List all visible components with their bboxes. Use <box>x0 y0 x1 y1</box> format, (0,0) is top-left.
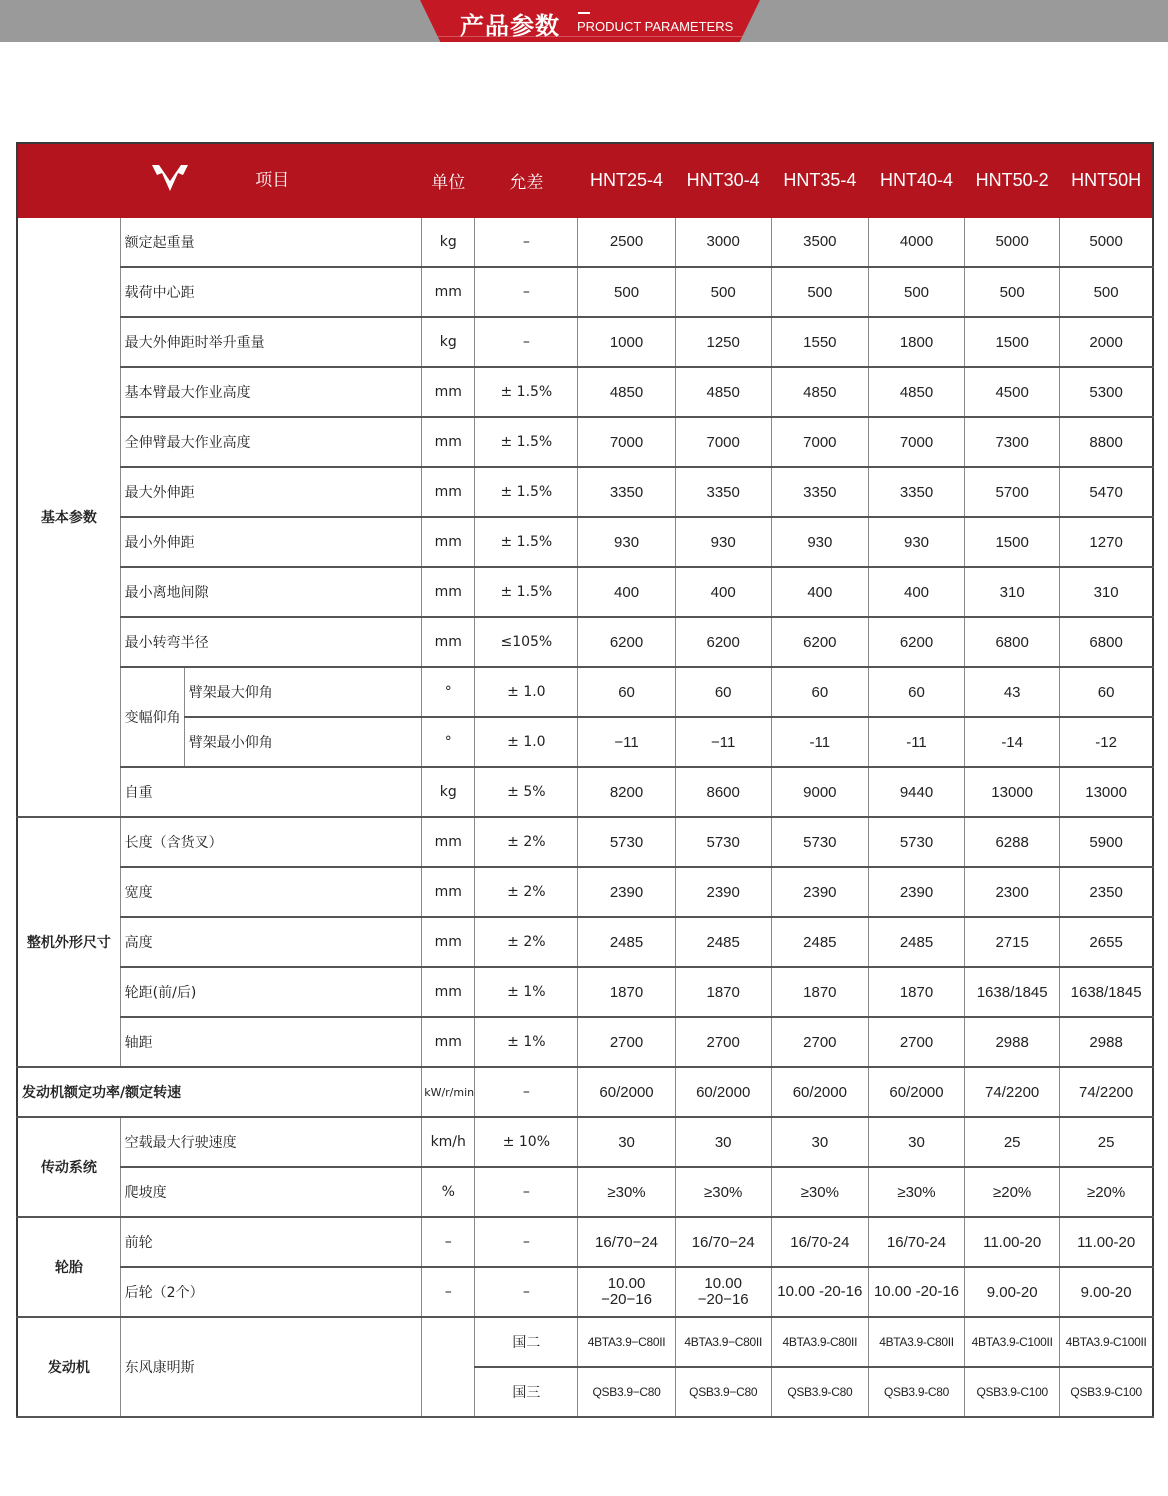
row-value: 7300 <box>965 417 1060 467</box>
row-value: 16/70−24 <box>675 1217 771 1267</box>
row-unit: mm <box>422 467 475 517</box>
row-value: 3350 <box>675 467 771 517</box>
row-value: 2988 <box>965 1017 1060 1067</box>
table-row <box>17 217 1153 267</box>
row-tolerance: – <box>475 267 578 317</box>
row-value: 16/70-24 <box>868 1217 964 1267</box>
row-value: 2700 <box>868 1017 964 1067</box>
header-item: 项目 <box>17 143 422 217</box>
row-unit: – <box>422 1217 475 1267</box>
row-unit: mm <box>422 817 475 867</box>
row-value: 500 <box>1060 267 1153 317</box>
section-basic: 基本参数 <box>17 217 120 817</box>
row-value: 16/70-24 <box>771 1217 868 1267</box>
header-model: HNT40-4 <box>868 143 964 217</box>
row-value: 8800 <box>1060 417 1153 467</box>
row-label: 宽度 <box>120 867 422 917</box>
row-value: 43 <box>965 667 1060 717</box>
row-value: ≥30% <box>578 1167 675 1217</box>
row-value: 4000 <box>868 217 964 267</box>
row-unit: mm <box>422 517 475 567</box>
header-model: HNT50H <box>1060 143 1153 217</box>
row-label: 全伸臂最大作业高度 <box>120 417 422 467</box>
row-value: 30 <box>868 1117 964 1167</box>
row-tolerance: ± 1.5% <box>475 567 578 617</box>
row-label: 发动机额定功率/额定转速 <box>17 1067 422 1117</box>
row-label: 轴距 <box>120 1017 422 1067</box>
row-tolerance: – <box>475 1067 578 1117</box>
row-value: 6200 <box>771 617 868 667</box>
row-label: 载荷中心距 <box>120 267 422 317</box>
row-value: QSB3.9-C80 <box>771 1367 868 1417</box>
row-value: 1870 <box>675 967 771 1017</box>
row-value: 1800 <box>868 317 964 367</box>
table-header-row <box>17 143 1153 217</box>
row-value: 4850 <box>578 367 675 417</box>
row-value: 4850 <box>868 367 964 417</box>
row-value: 1000 <box>578 317 675 367</box>
table-row <box>17 417 1153 467</box>
brand-logo-icon <box>150 161 190 200</box>
header-model: HNT25-4 <box>578 143 675 217</box>
row-tolerance: ± 2% <box>475 867 578 917</box>
table-row <box>17 267 1153 317</box>
page-title: 产品参数 <box>460 12 560 40</box>
row-tolerance: ± 5% <box>475 767 578 817</box>
table-row <box>17 617 1153 667</box>
row-tolerance: ± 1% <box>475 967 578 1017</box>
row-value: 16/70−24 <box>578 1217 675 1267</box>
section-dimensions: 整机外形尺寸 <box>17 817 120 1067</box>
row-tolerance: – <box>475 1217 578 1267</box>
row-tolerance: 国二 <box>475 1317 578 1367</box>
row-unit: % <box>422 1167 475 1217</box>
row-value: 7000 <box>675 417 771 467</box>
row-value: 2485 <box>578 917 675 967</box>
row-value: 7000 <box>868 417 964 467</box>
row-value: 2390 <box>675 867 771 917</box>
row-tolerance: ± 1.0 <box>475 717 578 767</box>
row-label: 最大外伸距 <box>120 467 422 517</box>
row-value: 5300 <box>1060 367 1153 417</box>
table-row <box>17 1317 1153 1367</box>
section-luffing: 变幅仰角 <box>120 667 184 767</box>
row-value: 6200 <box>675 617 771 667</box>
row-value: 3500 <box>771 217 868 267</box>
row-value: 4BTA3.9-C80II <box>868 1317 964 1367</box>
header-model: HNT35-4 <box>771 143 868 217</box>
table-row <box>17 517 1153 567</box>
header-model: HNT30-4 <box>675 143 771 217</box>
row-value: 2715 <box>965 917 1060 967</box>
row-tolerance: – <box>475 1267 578 1317</box>
row-tolerance: ≤105% <box>475 617 578 667</box>
row-value: 500 <box>965 267 1060 317</box>
table-row <box>17 1117 1153 1167</box>
row-label: 自重 <box>120 767 422 817</box>
table-row <box>17 1217 1153 1267</box>
row-value: 30 <box>771 1117 868 1167</box>
row-value: 60 <box>578 667 675 717</box>
row-label: 高度 <box>120 917 422 967</box>
row-value: 2988 <box>1060 1017 1153 1067</box>
row-unit: km/h <box>422 1117 475 1167</box>
row-unit: kg <box>422 767 475 817</box>
row-label: 前轮 <box>120 1217 422 1267</box>
row-value: 5730 <box>675 817 771 867</box>
row-value: 1550 <box>771 317 868 367</box>
row-tolerance: – <box>475 1167 578 1217</box>
row-value: 500 <box>578 267 675 317</box>
row-value: 500 <box>675 267 771 317</box>
row-value: -14 <box>965 717 1060 767</box>
table-row <box>17 1067 1153 1117</box>
row-value: QSB3.9-C80 <box>868 1367 964 1417</box>
row-value: 13000 <box>965 767 1060 817</box>
row-value: 6200 <box>578 617 675 667</box>
row-label: 长度（含货叉） <box>120 817 422 867</box>
row-unit: kg <box>422 317 475 367</box>
row-value: 3000 <box>675 217 771 267</box>
row-value: 2485 <box>771 917 868 967</box>
row-tolerance: ± 2% <box>475 917 578 967</box>
row-value: 10.00 -20-16 <box>868 1267 964 1317</box>
row-value: 30 <box>578 1117 675 1167</box>
row-value: 7000 <box>771 417 868 467</box>
row-value: 4BTA3.9-C100II <box>965 1317 1060 1367</box>
row-value: 5900 <box>1060 817 1153 867</box>
row-value: −11 <box>578 717 675 767</box>
row-value: ≥20% <box>965 1167 1060 1217</box>
row-tolerance: 国三 <box>475 1367 578 1417</box>
table-row <box>17 467 1153 517</box>
row-value: 2390 <box>578 867 675 917</box>
row-value: 500 <box>868 267 964 317</box>
row-label: 最小离地间隙 <box>120 567 422 617</box>
row-label: 最小转弯半径 <box>120 617 422 667</box>
header-unit: 单位 <box>422 143 475 217</box>
row-value: 930 <box>675 517 771 567</box>
row-value: 10.00 −20−16 <box>578 1267 675 1317</box>
header-tolerance: 允差 <box>475 143 578 217</box>
row-unit: mm <box>422 967 475 1017</box>
row-label: 东风康明斯 <box>120 1317 422 1417</box>
row-value: 2500 <box>578 217 675 267</box>
row-value: 8200 <box>578 767 675 817</box>
row-value: -11 <box>771 717 868 767</box>
row-label: 臂架最小仰角 <box>184 717 421 767</box>
row-value: 60/2000 <box>578 1067 675 1117</box>
row-label: 臂架最大仰角 <box>184 667 421 717</box>
row-value: 25 <box>965 1117 1060 1167</box>
row-value: 74/2200 <box>1060 1067 1153 1117</box>
row-value: 60/2000 <box>868 1067 964 1117</box>
row-value: 3350 <box>578 467 675 517</box>
row-value: 8600 <box>675 767 771 817</box>
row-value: 2390 <box>868 867 964 917</box>
row-value: 1250 <box>675 317 771 367</box>
row-label: 额定起重量 <box>120 217 422 267</box>
row-unit: mm <box>422 917 475 967</box>
row-value: -12 <box>1060 717 1153 767</box>
row-value: 5000 <box>965 217 1060 267</box>
row-value: 4500 <box>965 367 1060 417</box>
row-tolerance: ± 1% <box>475 1017 578 1067</box>
row-tolerance: ± 1.5% <box>475 467 578 517</box>
row-value: 2700 <box>578 1017 675 1067</box>
row-tolerance: ± 1.5% <box>475 367 578 417</box>
table-row <box>17 867 1153 917</box>
row-value: 10.00 -20-16 <box>771 1267 868 1317</box>
row-value: 400 <box>868 567 964 617</box>
row-value: QSB3.9-C100 <box>1060 1367 1153 1417</box>
row-value: ≥30% <box>868 1167 964 1217</box>
row-value: 6288 <box>965 817 1060 867</box>
row-value: 6200 <box>868 617 964 667</box>
row-label: 最小外伸距 <box>120 517 422 567</box>
row-value: 1870 <box>578 967 675 1017</box>
row-value: 1870 <box>771 967 868 1017</box>
spec-table <box>16 142 1154 1418</box>
row-value: 400 <box>771 567 868 617</box>
row-unit: mm <box>422 1017 475 1067</box>
section-transmission: 传动系统 <box>17 1117 120 1217</box>
row-unit: – <box>422 1267 475 1317</box>
table-row <box>17 967 1153 1017</box>
row-value: 5000 <box>1060 217 1153 267</box>
table-row <box>17 717 1153 767</box>
row-value: 930 <box>868 517 964 567</box>
row-value: 2485 <box>675 917 771 967</box>
row-value: 1638/1845 <box>1060 967 1153 1017</box>
row-value: 6800 <box>965 617 1060 667</box>
row-value: 7000 <box>578 417 675 467</box>
row-value: 60 <box>771 667 868 717</box>
row-value: 2700 <box>771 1017 868 1067</box>
row-value: 930 <box>578 517 675 567</box>
row-value: −11 <box>675 717 771 767</box>
row-value: 310 <box>965 567 1060 617</box>
row-value: 400 <box>675 567 771 617</box>
row-value: 2485 <box>868 917 964 967</box>
table-row <box>17 317 1153 367</box>
row-value: QSB3.9−C80 <box>578 1367 675 1417</box>
table-row <box>17 767 1153 817</box>
row-value: 2655 <box>1060 917 1153 967</box>
row-value: QSB3.9−C80 <box>675 1367 771 1417</box>
row-value: 4BTA3.9-C100II <box>1060 1317 1153 1367</box>
row-value: 400 <box>578 567 675 617</box>
table-row <box>17 367 1153 417</box>
row-value: 60/2000 <box>675 1067 771 1117</box>
row-label: 后轮（2个） <box>120 1267 422 1317</box>
row-value: 5470 <box>1060 467 1153 517</box>
row-unit: mm <box>422 567 475 617</box>
row-value: ≥30% <box>771 1167 868 1217</box>
row-value: 1870 <box>868 967 964 1017</box>
row-value: -11 <box>868 717 964 767</box>
row-tolerance: ± 10% <box>475 1117 578 1167</box>
row-value: 1500 <box>965 517 1060 567</box>
row-value: 5730 <box>771 817 868 867</box>
row-value: 2390 <box>771 867 868 917</box>
row-value: 5730 <box>868 817 964 867</box>
table-row <box>17 1167 1153 1217</box>
row-label: 基本臂最大作业高度 <box>120 367 422 417</box>
row-label: 空载最大行驶速度 <box>120 1117 422 1167</box>
row-tolerance: – <box>475 317 578 367</box>
row-value: 60 <box>1060 667 1153 717</box>
table-row <box>17 667 1153 717</box>
row-value: 2000 <box>1060 317 1153 367</box>
row-value: 4850 <box>771 367 868 417</box>
row-value: 2350 <box>1060 867 1153 917</box>
row-value: 500 <box>771 267 868 317</box>
row-value: 30 <box>675 1117 771 1167</box>
row-value: QSB3.9-C100 <box>965 1367 1060 1417</box>
row-value: 9.00-20 <box>1060 1267 1153 1317</box>
section-engine: 发动机 <box>17 1317 120 1417</box>
row-label: 轮距(前/后) <box>120 967 422 1017</box>
row-value: 11.00-20 <box>965 1217 1060 1267</box>
row-value: ≥20% <box>1060 1167 1153 1217</box>
table-row <box>17 567 1153 617</box>
row-unit: mm <box>422 417 475 467</box>
row-value: 60 <box>868 667 964 717</box>
row-unit: ° <box>422 717 475 767</box>
header-model: HNT50-2 <box>965 143 1060 217</box>
row-unit: kW/r/min <box>422 1067 475 1117</box>
row-tolerance: ± 1.0 <box>475 667 578 717</box>
row-value: 3350 <box>771 467 868 517</box>
section-tires: 轮胎 <box>17 1217 120 1317</box>
table-row <box>17 917 1153 967</box>
row-value: 11.00-20 <box>1060 1217 1153 1267</box>
row-value: 2700 <box>675 1017 771 1067</box>
row-label: 最大外伸距时举升重量 <box>120 317 422 367</box>
row-value: ≥30% <box>675 1167 771 1217</box>
row-value: 9000 <box>771 767 868 817</box>
row-unit: mm <box>422 267 475 317</box>
row-label: 爬坡度 <box>120 1167 422 1217</box>
row-value: 4BTA3.9-C80II <box>771 1317 868 1367</box>
row-value: 1638/1845 <box>965 967 1060 1017</box>
row-value: 60 <box>675 667 771 717</box>
row-value: 930 <box>771 517 868 567</box>
row-value: 9.00-20 <box>965 1267 1060 1317</box>
row-value: 3350 <box>868 467 964 517</box>
row-value: 2300 <box>965 867 1060 917</box>
row-value: 1500 <box>965 317 1060 367</box>
table-row <box>17 1017 1153 1067</box>
row-value: 4850 <box>675 367 771 417</box>
row-value: 9440 <box>868 767 964 817</box>
row-value: 74/2200 <box>965 1067 1060 1117</box>
table-row <box>17 817 1153 867</box>
row-value: 13000 <box>1060 767 1153 817</box>
row-value: 310 <box>1060 567 1153 617</box>
row-unit: kg <box>422 217 475 267</box>
row-value: 25 <box>1060 1117 1153 1167</box>
table-row <box>17 1267 1153 1317</box>
title-divider <box>578 12 590 14</box>
row-unit: mm <box>422 867 475 917</box>
row-unit: mm <box>422 617 475 667</box>
row-value: 10.00 −20−16 <box>675 1267 771 1317</box>
row-tolerance: ± 1.5% <box>475 517 578 567</box>
row-unit: ° <box>422 667 475 717</box>
row-value: 4BTA3.9−C80II <box>578 1317 675 1367</box>
row-value: 1270 <box>1060 517 1153 567</box>
row-tolerance: – <box>475 217 578 267</box>
row-value: 5700 <box>965 467 1060 517</box>
row-value: 6800 <box>1060 617 1153 667</box>
row-unit <box>422 1317 475 1417</box>
row-tolerance: ± 1.5% <box>475 417 578 467</box>
row-value: 60/2000 <box>771 1067 868 1117</box>
row-tolerance: ± 2% <box>475 817 578 867</box>
page-subtitle: PRODUCT PARAMETERS <box>577 19 734 34</box>
row-value: 4BTA3.9−C80II <box>675 1317 771 1367</box>
row-unit: mm <box>422 367 475 417</box>
row-value: 5730 <box>578 817 675 867</box>
